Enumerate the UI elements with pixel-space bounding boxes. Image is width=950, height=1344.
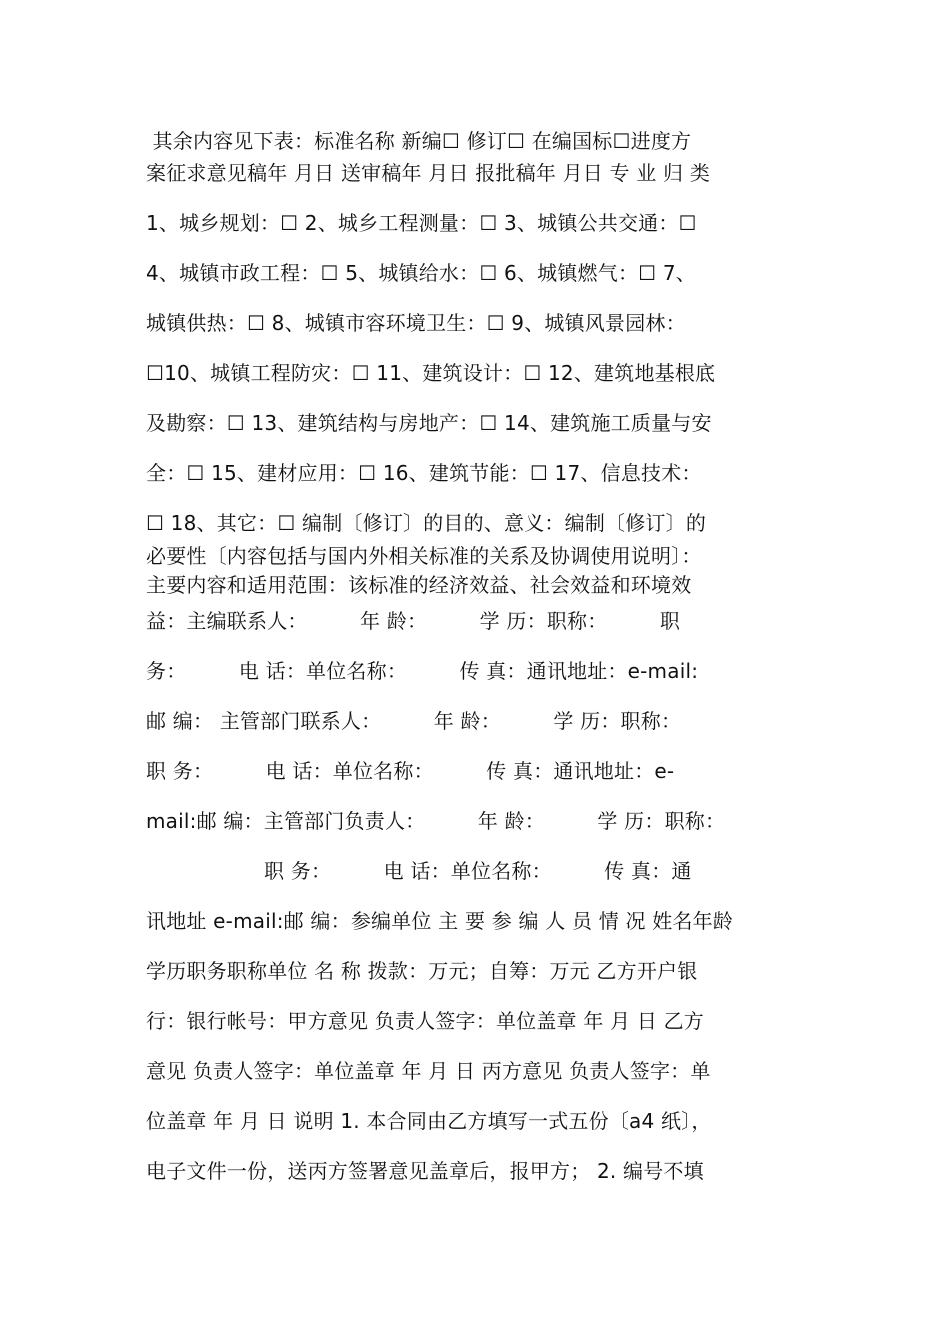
text-line: 全：☐ 15、建材应用：☐ 16、建筑节能：☐ 17、信息技术：	[146, 461, 702, 485]
text-line: 电子文件一份，送丙方签署意见盖章后，报甲方； 2. 编号不填	[146, 1159, 704, 1183]
text-line: ☐10、城镇工程防灾：☐ 11、建筑设计：☐ 12、建筑地基根底	[146, 361, 716, 385]
text-line: mail:邮 编：主管部门负责人： 年 龄： 学 历：职称：	[146, 809, 726, 833]
text-line: 邮 编： 主管部门联系人： 年 龄： 学 历：职称：	[146, 709, 682, 733]
text-line: 其余内容见下表：标准名称 新编☐ 修订☐ 在编国标☐进度方	[146, 129, 692, 153]
text-line: 务： 电 话：单位名称： 传 真：通讯地址：e-mail:	[146, 659, 699, 683]
text-line: 职 务： 电 话：单位名称： 传 真：通讯地址：e-	[146, 759, 675, 783]
text-line: 1、城乡规划：☐ 2、城乡工程测量：☐ 3、城镇公共交通：☐	[146, 211, 697, 235]
text-line: 案征求意见稿年 月日 送审稿年 月日 报批稿年 月日 专 业 归 类	[146, 161, 711, 185]
text-line: 行：银行帐号：甲方意见 负责人签字：单位盖章 年 月 日 乙方	[146, 1009, 704, 1033]
text-line: ☐ 18、其它：☐ 编制〔修订〕的目的、意义：编制〔修订〕的	[146, 511, 707, 535]
text-line: 主要内容和适用范围：该标准的经济效益、社会效益和环境效	[146, 573, 692, 597]
text-line: 必要性〔内容包括与国内外相关标准的关系及协调使用说明〕：	[146, 544, 702, 568]
text-line: 城镇供热：☐ 8、城镇市容环境卫生：☐ 9、城镇风景园林：	[146, 311, 686, 335]
text-line: 讯地址 e-mail:邮 编：参编单位 主 要 参 编 人 员 情 况 姓名年龄	[146, 909, 734, 933]
text-line: 意见 负责人签字：单位盖章 年 月 日 丙方意见 负责人签字：单	[146, 1059, 711, 1083]
text-line: 及勘察：☐ 13、建筑结构与房地产：☐ 14、建筑施工质量与安	[146, 411, 712, 435]
text-line: 4、城镇市政工程：☐ 5、城镇给水：☐ 6、城镇燃气：☐ 7、	[146, 261, 696, 285]
text-line: 职 务： 电 话：单位名称： 传 真：通	[146, 859, 692, 883]
text-line: 位盖章 年 月 日 说明 1. 本合同由乙方填写一式五份〔a4 纸〕，	[146, 1109, 712, 1133]
text-line: 益：主编联系人： 年 龄： 学 历：职称： 职	[146, 609, 681, 633]
text-line: 学历职务职称单位 名 称 拨款：万元；自筹：万元 乙方开户银	[146, 959, 698, 983]
